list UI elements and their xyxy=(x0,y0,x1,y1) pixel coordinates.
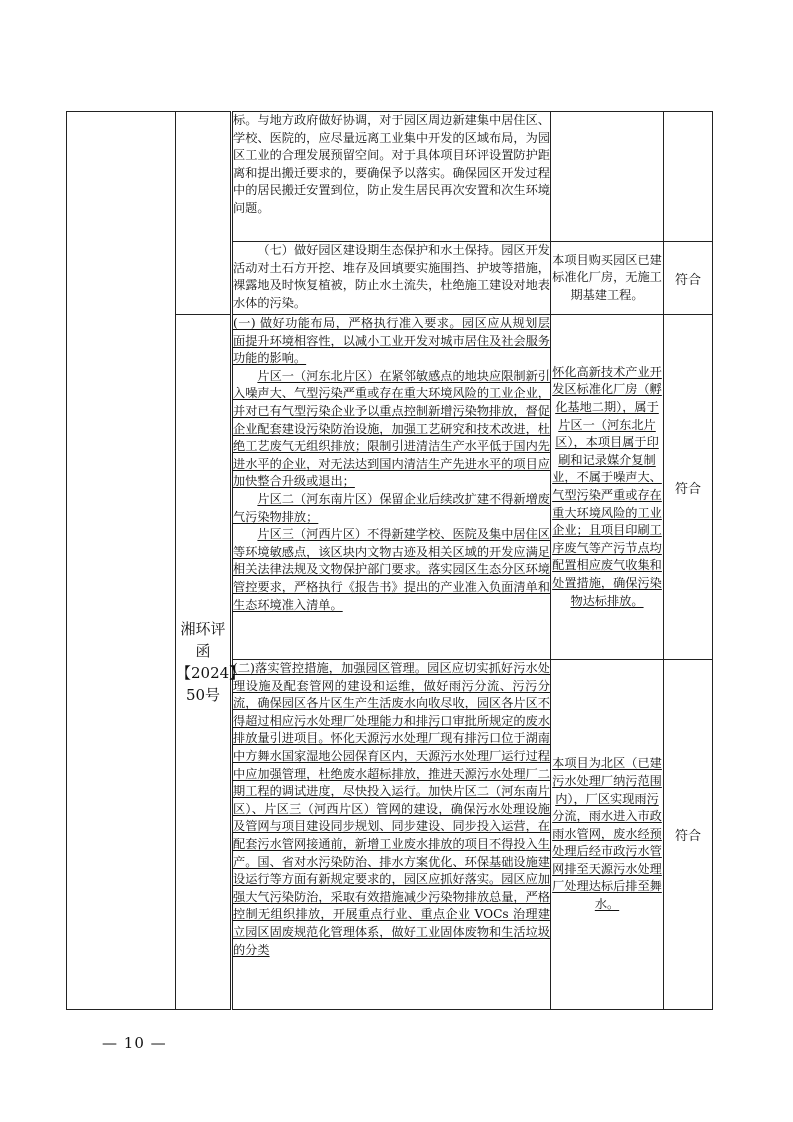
requirement-text: 片区一（河东北片区）在紧邻敏感点的地块应限制新引入噪声大、气型污染严重或存在重大环境风险的工业企业，并对已有气型污染企业予以重点控制新增污染物排放，督促企业配套建设污染防治设施，加强工艺研究和技术改进，杜绝工艺废气无组织排放；限制引进清洁生产水平低于国内先进水平的企业，对无法达到国内清洁生产先进水平的项目应加快整合升级或退出； xyxy=(233,368,550,489)
requirement-cell xyxy=(232,242,551,315)
result-cell: 符合 xyxy=(664,242,713,315)
page-number: 10 xyxy=(123,1034,145,1052)
result-cell: 符合 xyxy=(664,315,713,660)
measure-cell: 怀化高新技术产业开发区标准化厂房（孵化基地二期），属于片区一（河东北片区），本项目属于印刷和记录媒介复制业，不属于噪声大、气型污染严重或存在重大环境风险的工业企业；且项目印刷工序废气等产污节点均配置相应废气收集和处置措施，确保污染物达标排放。 xyxy=(551,315,664,660)
footer-dash: — xyxy=(150,1034,167,1052)
requirement-text: (二)落实管控措施，加强园区管理。园区应切实抓好污水处理设施及配套管网的建设和运维，做好雨污分流、污污分流，确保园区各片区生产生活废水向收尽收，园区各片区不得超过相应污水处理厂处理能力和排污口审批所规定的废水排放量引进项目。怀化天源污水处理厂现有排污口位于湖南中方舞水国家湿地公园保育区内，天源污水处理厂运行过程中应加强管理，杜绝废水超标排放，推进天源污水处理厂二期工程的调试进度，尽快投入运行。加快片区二（河东南片区）、片区三（河西片区）管网的建设，确保污水处理设施及管网与项目建设同步规划、同步建设、同步投入运营，在配套污水管网接通前，新增工业废水排放的项目不得投入生产。国、省对水污染防治、排水方案优化、环保基础设施建设运行等方面有新规定要求的，园区应抓好落实。园区应加强大气污染防治，采取有效措施减少污染物排放总量，严格控制无组织排放，开展重点行业、重点企业 VOCs 治理建立园区固废规范化管理体系，做好工业固体废物和生活垃圾的分类 xyxy=(233,661,550,957)
requirement-text: (一) 做好功能布局，严格执行准入要求。园区应从规划层面提升环境相容性，以减小工业开发对城市居住及社会服务功能的影响。 xyxy=(233,316,550,366)
measure-cell: 本项目购买园区已建标准化厂房，无施工期基建工程。 xyxy=(551,242,664,315)
requirement-text: 片区三（河西片区）不得新建学校、医院及集中居住区等环境敏感点，该区块内文物古迹及相关区域的开发应满足相关法律法规及文物保护部门要求。落实园区生态分区环境管控要求，严格执行《报告书》提出的产业准入负面清单和生态环境准入清单。 xyxy=(233,527,550,612)
measure-cell xyxy=(551,112,664,242)
page-footer xyxy=(102,1034,167,1052)
requirement-cell xyxy=(232,112,551,242)
category-cell xyxy=(67,112,176,1010)
requirement-cell xyxy=(232,315,551,660)
result-cell: 符合 xyxy=(664,660,713,1010)
basis-cell-empty xyxy=(176,112,232,315)
basis-document-cell xyxy=(176,315,245,1010)
requirement-cell xyxy=(232,660,551,1010)
basis-document: 湘环评函【2024】50号 xyxy=(176,620,245,704)
requirement-text: 标。与地方政府做好协调，对于园区周边新建集中居住区、学校、医院的，应尽量远离工业集中开发的区域布局，为园区工业的合理发展预留空间。对于具体项目环评设置防护距离和提出搬迁要求的，要确保予以落实。确保园区开发过程中的居民搬迁安置到位，防止发生居民再次安置和次生环境问题。 xyxy=(233,113,550,215)
table-row xyxy=(67,112,713,242)
measure-cell: 本项目为北区（已建污水处理厂纳污范围内），厂区实现雨污分流，雨水进入市政雨水管网，废水经预处理后经市政污水管网排至天源污水处理厂处理达标后排至舞水。 xyxy=(551,660,664,1010)
footer-dash: — xyxy=(102,1034,118,1052)
requirement-text: 片区二（河东南片区）保留企业后续改扩建不得新增废气污染物排放； xyxy=(233,491,550,524)
compliance-table xyxy=(66,111,713,1010)
result-cell xyxy=(664,112,713,242)
requirement-text: （七）做好园区建设期生态保护和水土保持。园区开发活动对土石方开挖、堆存及回填要实施围挡、护坡等措施，裸露地及时恢复植被，防止水土流失，杜绝施工建设对地表水体的污染。 xyxy=(233,243,550,310)
